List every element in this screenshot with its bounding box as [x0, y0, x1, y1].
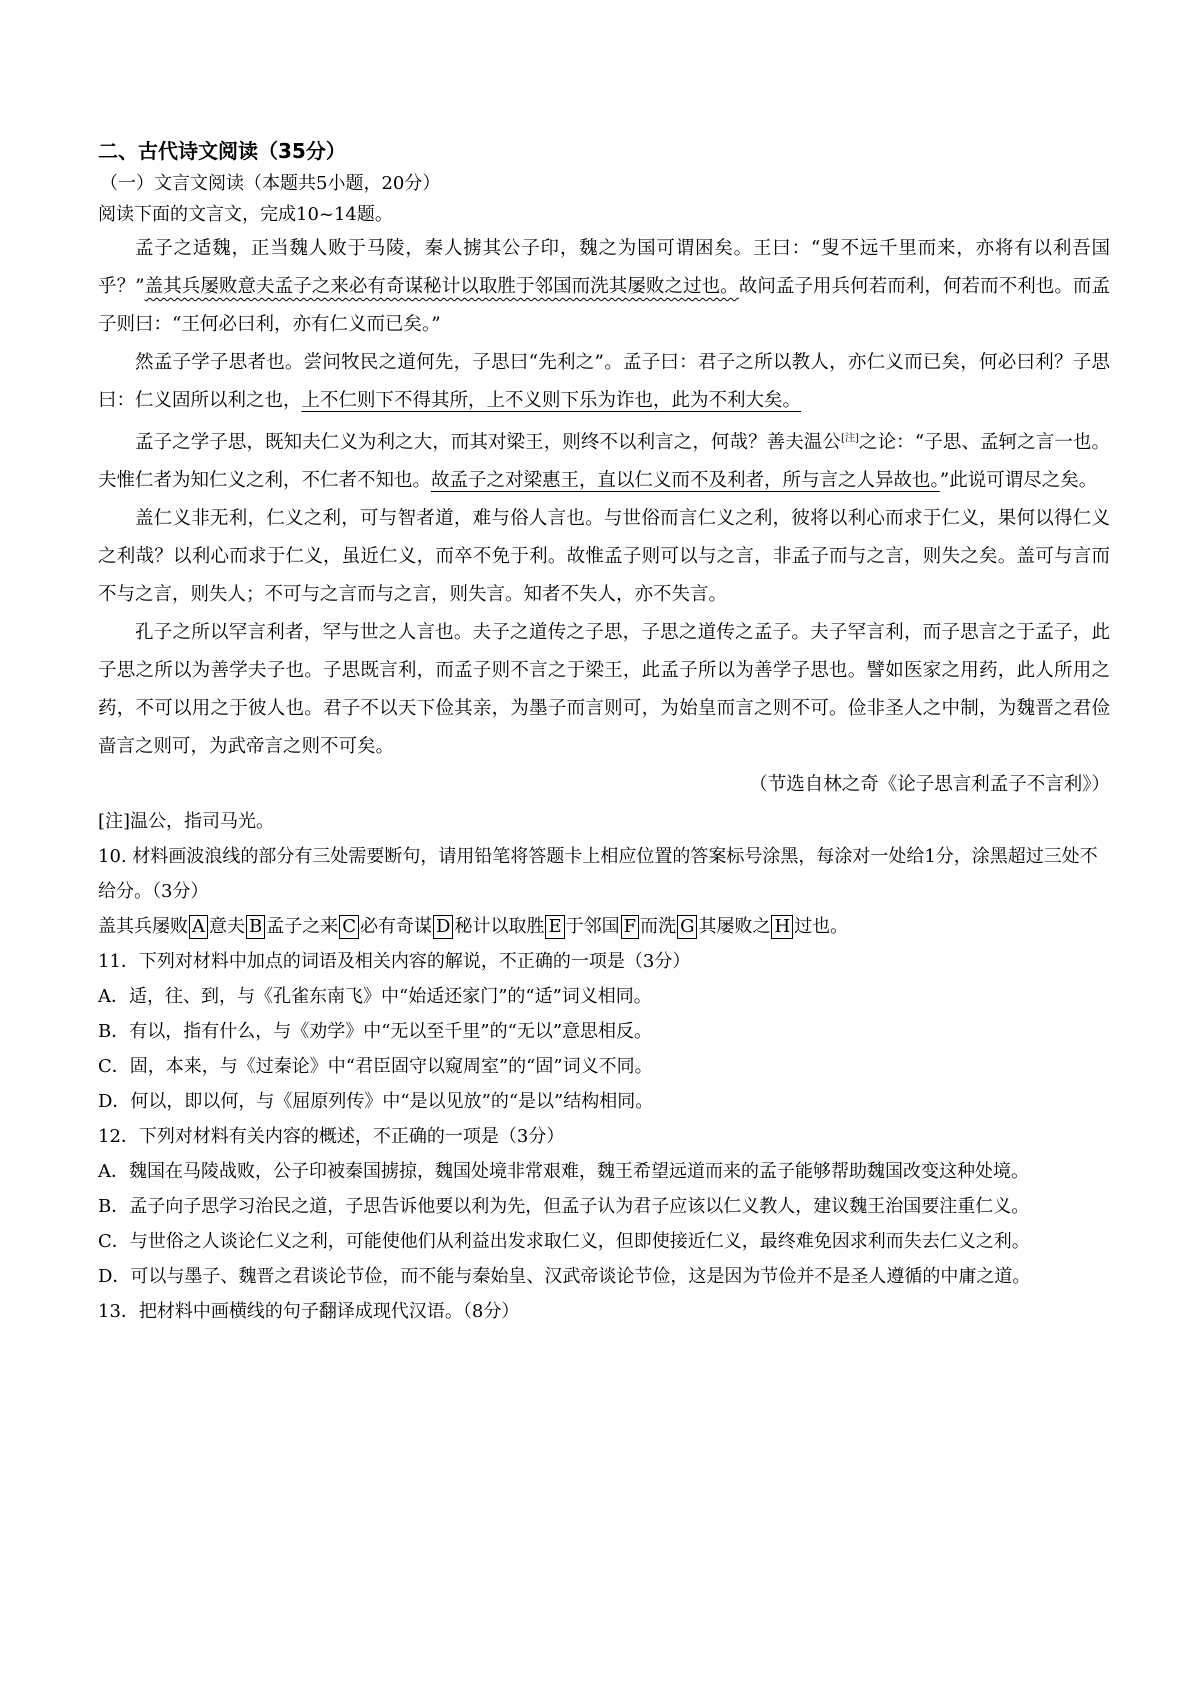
- passage-text: ”此说可谓尽之矣。: [939, 470, 1098, 492]
- passage-text: 之论：“子思、孟轲之言一也。夫惟仁者为知仁义之利，不仁者不知也。: [98, 432, 1110, 492]
- passage-source: （节选自林之奇《论子思言利孟子不言利》）: [749, 774, 1110, 796]
- segment: 其屡败之: [698, 916, 771, 938]
- passage-text: 故问孟子用兵何若而利，何若而不利也。而孟子则曰：“王何必曰利，亦有仁义而已矣。”: [98, 276, 1110, 335]
- underlined-sentence-2: 故孟子之对梁惠王，直以仁义而不及利者，所与言之人异故也。: [431, 470, 940, 492]
- question-12-option-d[interactable]: D．可以与墨子、魏晋之君谈论节俭，而不能与秦始皇、汉武帝谈论节俭，这是因为节俭并不是圣人遵循的中庸之道。: [98, 1266, 1031, 1288]
- wavy-underlined-sentence: 盖其兵屡败意夫孟子之来必有奇谋秘计以取胜于邻国而洗其屡败之过也。: [144, 276, 739, 297]
- segment: 必有奇谋: [360, 916, 433, 938]
- page-content: [98, 136, 1110, 1329]
- passage-paragraph-3: [98, 420, 1110, 500]
- passage-paragraph-2: [98, 344, 1110, 420]
- segment: 于邻国: [565, 916, 620, 938]
- question-12-option-a[interactable]: A．魏国在马陵战败，公子印被秦国掳掠，魏国处境非常艰难，魏王希望远道而来的孟子能够帮助魏国改变这种处境。: [98, 1161, 1029, 1183]
- underlined-sentence-1: 上不仁则下不得其所，上不义则下乐为诈也，此为不利大矣。: [301, 390, 802, 411]
- question-12-stem: 12．下列对材料有关内容的概述，不正确的一项是（3分）: [98, 1126, 565, 1148]
- question-11-stem: 11．下列对材料中加点的词语及相关内容的解说，不正确的一项是（3分）: [98, 951, 691, 973]
- question-11-option-d[interactable]: D．何以，即以何，与《屈原列传》中“是以见放”的“是以”结构相同。: [98, 1091, 654, 1113]
- subsection-heading: （一）文言文阅读（本题共5小题，20分）: [100, 173, 441, 194]
- instruction: 阅读下面的文言文，完成10~14题。: [98, 204, 393, 225]
- break-marker-c[interactable]: C: [339, 915, 359, 939]
- segment: 而洗: [640, 916, 677, 938]
- segment: 过也。: [794, 916, 849, 938]
- classical-passage: [98, 230, 1110, 804]
- question-12-option-b[interactable]: B．孟子向子思学习治民之道，子思告诉他要以利为先，但孟子认为君子应该以仁义教人，建议魏王治国要注重仁义。: [98, 1196, 1030, 1218]
- segment: 盖其兵屡败: [98, 916, 188, 938]
- break-marker-h[interactable]: H: [771, 915, 793, 939]
- break-marker-g[interactable]: G: [677, 915, 697, 939]
- passage-text: 然孟子学子思者也。尝问牧民之道何先，子思曰“先利之”。孟子曰：君子之所以教人，亦仁义而已矣，何必曰利？子思曰：仁义固所以利之也，: [98, 352, 1110, 411]
- passage-text: 孟子之适魏，正当魏人败于马陵，秦人掳其公子印，魏之为国可谓困矣。王曰：“叟不远千里而来，亦将有以利吾国乎？”: [98, 238, 1110, 297]
- question-10-sentence: [98, 909, 1110, 944]
- question-11-option-a[interactable]: A．适，往、到，与《孔雀东南飞》中“始适还家门”的“适”词义相同。: [98, 986, 652, 1008]
- question-11-option-b[interactable]: B．有以，指有什么，与《劝学》中“无以至千里”的“无以”意思相反。: [98, 1021, 653, 1043]
- question-10-stem: 10. 材料画波浪线的部分有三处需要断句，请用铅笔将答题卡上相应位置的答案标号涂黑，每涂对一处给1分，涂黑超过三处不给分。（3分）: [98, 846, 1098, 903]
- segment: 孟子之来: [266, 916, 339, 938]
- question-12-option-c[interactable]: C．与世俗之人谈论仁义之利，可能使他们从利益出发求取仁义，但即使接近仁义，最终难免因求利而失去仁义之利。: [98, 1231, 1030, 1253]
- passage-paragraph-1: [98, 230, 1110, 344]
- break-marker-d[interactable]: D: [433, 915, 453, 939]
- passage-paragraph-5: 孔子之所以罕言利者，罕与世之人言也。夫子之道传之子思，子思之道传之孟子。夫子罕言利，而子思言之于孟子，此子思之所以为善学夫子也。子思既言利，而孟子则不言之于梁王，此孟子所以为善学子思也。譬如医家之用药，此人所用之药，不可以用之于彼人也。君子不以天下俭其亲，为墨子而言则可，为始皇而言之则不可。俭非圣人之中制，为魏晋之君俭啬言之则可，为武帝言之则不可矣。: [98, 622, 1110, 758]
- segment: 秘计以取胜: [454, 916, 545, 938]
- footnote-marker: [注]: [840, 433, 859, 444]
- section-title: 二、古代诗文阅读（35分）: [98, 139, 346, 163]
- break-marker-a[interactable]: A: [189, 915, 208, 939]
- break-marker-b[interactable]: B: [246, 915, 265, 939]
- segment: 意夫: [209, 916, 245, 938]
- passage-paragraph-4: 盖仁义非无利，仁义之利，可与智者道，难与俗人言也。与世俗而言仁义之利，彼将以利心而求于仁义，果何以得仁义之利哉？以利心而求于仁义，虽近仁义，而卒不免于利。故惟孟子则可以与之言，非孟子而与之言，则失之矣。盖可与言而不与之言，则失人；不可与之言而与之言，则失言。知者不失人，亦不失言。: [98, 508, 1110, 606]
- break-marker-e[interactable]: E: [545, 915, 564, 939]
- footnote: [注]温公，指司马光。: [98, 811, 275, 833]
- break-marker-f[interactable]: F: [621, 915, 640, 939]
- question-11-option-c[interactable]: C．固，本来，与《过秦论》中“君臣固守以窥周室”的“固”词义不同。: [98, 1056, 653, 1078]
- passage-text: 孟子之学子思，既知夫仁义为利之大，而其对梁王，则终不以利言之，何哉？善夫温公: [135, 432, 841, 454]
- question-13-stem: 13．把材料中画横线的句子翻译成现代汉语。（8分）: [98, 1301, 520, 1323]
